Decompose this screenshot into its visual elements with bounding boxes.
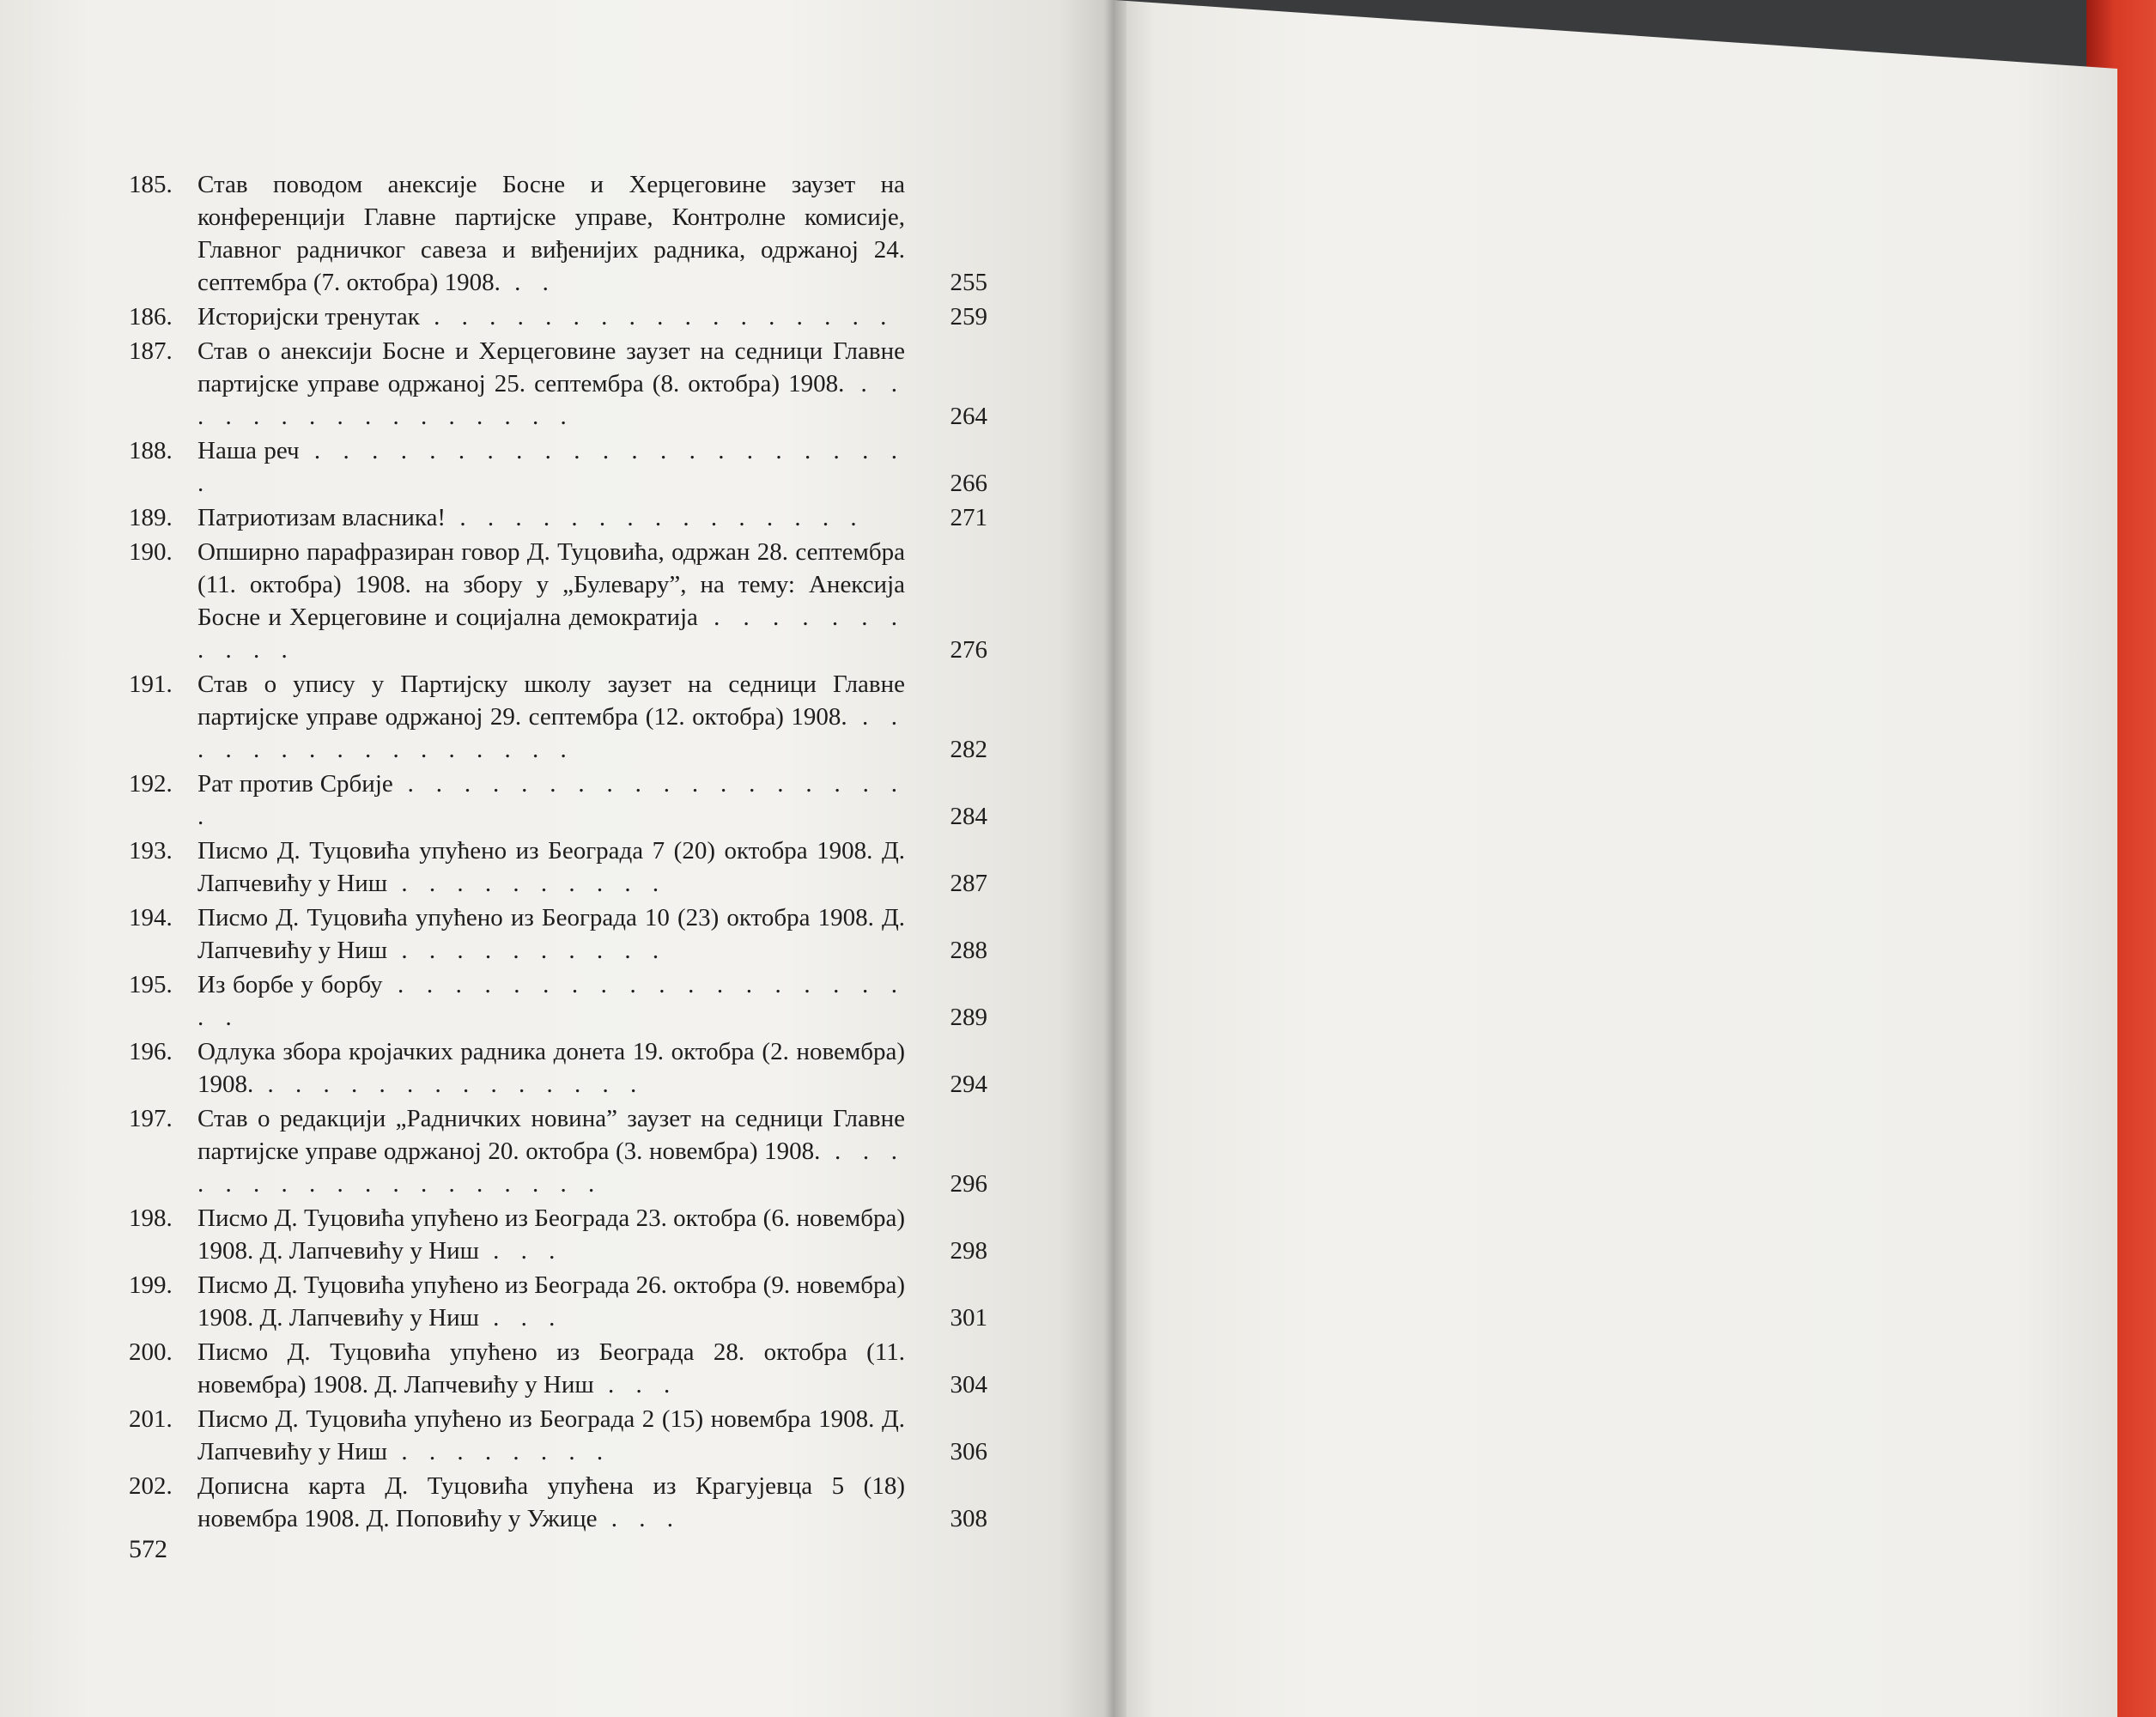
- toc-entry-title-wrap: [197, 1269, 905, 1334]
- toc-entry-title: Историјски тренутак: [197, 303, 420, 331]
- toc-dot-leader: . . . . . . . . . . . . . . . .: [197, 370, 906, 430]
- toc-entry-number: 189.: [129, 504, 173, 531]
- toc-entry-number: 194.: [129, 904, 173, 931]
- toc-entry-title-wrap: [197, 968, 905, 1034]
- toc-entry: [129, 300, 987, 333]
- toc-entry-number: 193.: [129, 837, 173, 865]
- toc-entry-page: 284: [950, 803, 987, 830]
- toc-entry: [129, 1102, 987, 1200]
- toc-entry-page: 266: [950, 470, 987, 497]
- toc-dot-leader: . . . . . . . .: [387, 1438, 611, 1465]
- toc-dot-leader: . . . . . . . . . . . . . .: [253, 1071, 645, 1098]
- toc-entry-number: 200.: [129, 1338, 173, 1366]
- toc-entry-title-wrap: [197, 1035, 905, 1101]
- toc-entry-title: Писмо Д. Туцовића упућено из Београда 10 (23) октобра 1908. Д. Лапчевићу у Ниш: [197, 904, 905, 964]
- toc-dot-leader: . . . . . . . . . . . . . . . .: [197, 703, 906, 763]
- toc-entry-page: 296: [950, 1170, 987, 1198]
- toc-entry: [129, 968, 987, 1034]
- toc-entry-page: 259: [950, 303, 987, 331]
- toc-entry-page: 264: [950, 403, 987, 430]
- toc-entry-number: 195.: [129, 971, 173, 998]
- toc-dot-leader: . . .: [597, 1505, 682, 1532]
- toc-entry-title: Наша реч: [197, 437, 300, 464]
- toc-entry-number: 199.: [129, 1271, 173, 1299]
- left-toc-list: [129, 168, 987, 1537]
- toc-entry: [129, 1470, 987, 1535]
- toc-entry: [129, 1035, 987, 1101]
- toc-entry-page: 306: [950, 1438, 987, 1465]
- toc-entry: [129, 501, 987, 534]
- toc-entry: [129, 668, 987, 766]
- toc-entry-page: 289: [950, 1004, 987, 1031]
- toc-entry-number: 202.: [129, 1472, 173, 1500]
- toc-dot-leader: . . .: [593, 1371, 678, 1398]
- toc-entry-title-wrap: [197, 1336, 905, 1401]
- toc-entry-page: 298: [950, 1237, 987, 1265]
- toc-entry-page: 287: [950, 870, 987, 897]
- toc-entry-title: Писмо Д. Туцовића упућено из Београда 26. октобра (9. новембра) 1908. Д. Лапчевићу у Ниш: [197, 1271, 905, 1332]
- toc-entry-title: Став о редакцији „Радничких новина” заузет на седници Главне партијске управе одржаној 20. октобра (3. новембра) 1908.: [197, 1105, 905, 1165]
- toc-entry-title-wrap: [197, 536, 905, 666]
- toc-entry: [129, 1403, 987, 1468]
- toc-entry-title-wrap: [197, 834, 905, 900]
- toc-entry: [129, 1269, 987, 1334]
- toc-entry-number: 198.: [129, 1204, 173, 1232]
- toc-entry-title: Писмо Д. Туцовића упућено из Београда 2 (15) новембра 1908. Д. Лапчевићу у Ниш: [197, 1405, 905, 1465]
- toc-dot-leader: . . . . . . . . . . .: [197, 604, 905, 664]
- toc-entry-title-wrap: [197, 501, 905, 534]
- toc-entry-number: 190.: [129, 538, 173, 566]
- toc-dot-leader: . . . . . . . . . . . . . . . . . .: [197, 1138, 906, 1198]
- toc-entry-number: 187.: [129, 337, 173, 365]
- toc-entry-title-wrap: [197, 1403, 905, 1468]
- toc-entry-title-wrap: [197, 1102, 905, 1200]
- toc-entry-title: Опширно парафразиран говор Д. Туцовића, одржан 28. септембра (11. октобра) 1908. на збору у „Булевару”, на тему: Анексија Босне и Херцеговине и социјална демократија: [197, 538, 905, 631]
- toc-entry: [129, 834, 987, 900]
- toc-entry-number: 188.: [129, 437, 173, 464]
- toc-dot-leader: . . . . . . . . . .: [387, 870, 667, 897]
- toc-entry-title-wrap: [197, 1470, 905, 1535]
- toc-entry: [129, 168, 987, 299]
- toc-dot-leader: . . . . . . . . . . . . . . . . . . .: [197, 770, 905, 830]
- right-page: [1114, 0, 2117, 1717]
- toc-entry-title-wrap: [197, 1202, 905, 1267]
- toc-entry-page: 282: [950, 736, 987, 763]
- toc-entry: [129, 536, 987, 666]
- toc-entry-title: Став о упису у Партијску школу заузет на седници Главне партијске управе одржаној 29. септембра (12. октобра) 1908.: [197, 670, 905, 731]
- toc-entry-page: 304: [950, 1371, 987, 1398]
- toc-entry: [129, 1202, 987, 1267]
- toc-entry-title: Став поводом анексије Босне и Херцеговине заузет на конференцији Главне партијске управе, Контролне комисије, Главног радничког савеза и виђенијих радника, одржаној 24. септембра (7. октобра) 1908.: [197, 171, 905, 296]
- left-page-number: 572: [129, 1535, 167, 1563]
- toc-entry-title: Рат против Србије: [197, 770, 393, 798]
- toc-entry-title-wrap: [197, 668, 905, 766]
- toc-dot-leader: . . . . . . . . . .: [387, 937, 667, 964]
- toc-dot-leader: . . . . . . . . . . . . . . . . .: [419, 303, 895, 331]
- toc-entry-page: 308: [950, 1505, 987, 1532]
- toc-entry-title: Писмо Д. Туцовића упућено из Београда 28. октобра (11. новембра) 1908. Д. Лапчевићу у Ниш: [197, 1338, 905, 1398]
- toc-dot-leader: . .: [500, 269, 556, 296]
- toc-entry-title-wrap: [197, 300, 905, 333]
- toc-entry: [129, 767, 987, 833]
- toc-entry-page: 294: [950, 1071, 987, 1098]
- toc-dot-leader: . . .: [478, 1237, 563, 1265]
- toc-dot-leader: . . . . . . . . . . . . . . .: [446, 504, 865, 531]
- toc-entry-number: 201.: [129, 1405, 173, 1433]
- toc-entry-number: 192.: [129, 770, 173, 798]
- toc-entry: [129, 901, 987, 967]
- toc-entry-title: Дописна карта Д. Туцовића упућена из Крагујевца 5 (18) новембра 1908. Д. Поповићу у Ужице: [197, 1472, 905, 1532]
- toc-entry-title: Патриотизам власника!: [197, 504, 446, 531]
- toc-entry-title: Из борбе у борбу: [197, 971, 383, 998]
- toc-entry: [129, 335, 987, 433]
- book-gutter: [1104, 0, 1127, 1717]
- toc-entry-title: Писмо Д. Туцовића упућено из Београда 7 (20) октобра 1908. Д. Лапчевићу у Ниш: [197, 837, 905, 897]
- toc-entry-page: 288: [950, 937, 987, 964]
- toc-entry-page: 271: [950, 504, 987, 531]
- toc-dot-leader: . . .: [478, 1304, 563, 1332]
- toc-entry-title: Став о анексији Босне и Херцеговине заузет на седници Главне партијске управе одржаној 25. септембра (8. октобра) 1908.: [197, 337, 905, 397]
- toc-entry: [129, 1336, 987, 1401]
- toc-entry-number: 191.: [129, 670, 173, 698]
- toc-entry-number: 185.: [129, 171, 173, 198]
- toc-entry-page: 276: [950, 636, 987, 664]
- toc-entry-title-wrap: [197, 767, 905, 833]
- toc-entry-title-wrap: [197, 168, 905, 299]
- toc-entry: [129, 434, 987, 500]
- toc-entry-number: 197.: [129, 1105, 173, 1132]
- toc-entry-page: 255: [950, 269, 987, 296]
- toc-entry-title: Одлука збора кројачких радника донета 19. октобра (2. новембра) 1908.: [197, 1038, 905, 1098]
- toc-entry-title-wrap: [197, 434, 905, 500]
- toc-entry-title-wrap: [197, 335, 905, 433]
- toc-entry-page: 301: [950, 1304, 987, 1332]
- toc-entry-number: 196.: [129, 1038, 173, 1065]
- toc-dot-leader: . . . . . . . . . . . . . . . . . . . . . .: [197, 437, 905, 497]
- toc-dot-leader: . . . . . . . . . . . . . . . . . . . .: [197, 971, 906, 1031]
- toc-entry-title-wrap: [197, 901, 905, 967]
- toc-entry-title: Писмо Д. Туцовића упућено из Београда 23. октобра (6. новембра) 1908. Д. Лапчевићу у Ниш: [197, 1204, 905, 1265]
- toc-entry-number: 186.: [129, 303, 173, 331]
